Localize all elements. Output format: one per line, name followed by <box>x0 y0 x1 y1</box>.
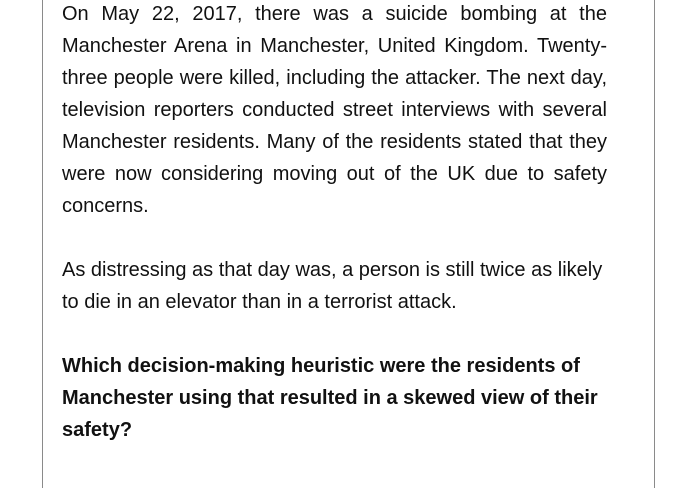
question-card <box>42 0 655 488</box>
question-text: Which decision-making heuristic were the residents of Manchester using that resulted in a skewed view of their safety? <box>62 355 598 441</box>
statistic-paragraph: As distressing as that day was, a person is still twice as likely to die in an elevator than in a terrorist attack. <box>62 259 603 313</box>
question-content <box>62 0 607 446</box>
scenario-paragraph: On May 22, 2017, there was a suicide bombing at the Manchester Arena in Manchester, United Kingdom. Twenty-three people were killed, including the attacker. The next day, television reporters conducted street interviews with several Manchester residents. Many of the residents stated that they were now considering moving out of the UK due to safety concerns. <box>62 3 607 217</box>
